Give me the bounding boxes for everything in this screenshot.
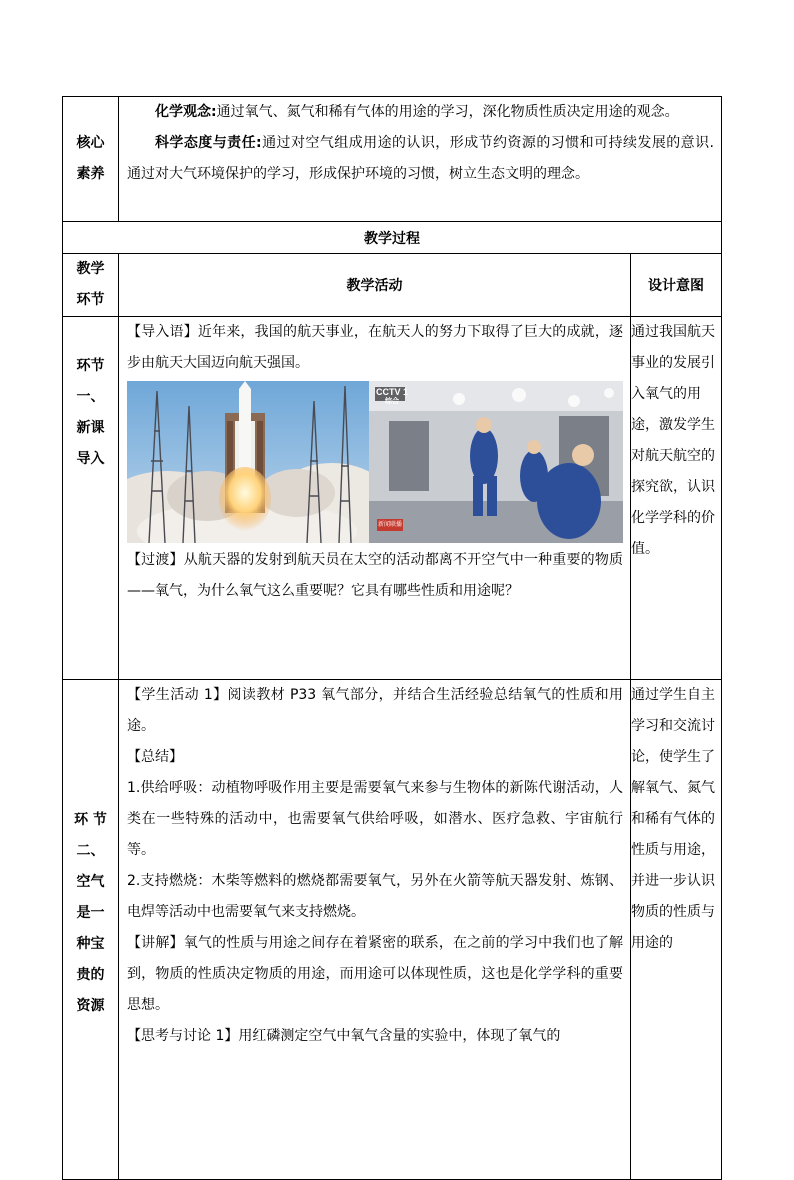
- process-header: 教学过程: [63, 222, 722, 254]
- core-p2-title: 科学态度与责任: [155, 135, 257, 151]
- activity1-text: 阅读教材 P33 氧气部分，并结合生活经验总结氧气的性质和用途。: [127, 687, 623, 734]
- process-header-row: [63, 222, 722, 254]
- section2-label: [63, 680, 119, 1180]
- transition-paragraph: [119, 545, 630, 607]
- col-header-stage-line1: 教学: [76, 261, 105, 277]
- core-literacy-content: [119, 97, 722, 222]
- section1-label-line: 环节: [76, 358, 105, 374]
- col-header-stage: [63, 254, 119, 317]
- point1-text: 动植物呼吸作用主要是需要氧气来参与生物体的新陈代谢活动，人类在一些特殊的活动中，也需要氧气供给呼吸，如潜水、医疗急救、宇宙航行等。: [127, 780, 623, 858]
- transition-text: 从航天器的发射到航天员在太空的活动都离不开空气中一种重要的物质——氧气，为什么氧气这么重要呢？它具有哪些性质和用途呢？: [127, 552, 623, 599]
- core-literacy-label: [63, 97, 119, 222]
- point2-paragraph: [119, 866, 630, 928]
- section2-label-line: 空气: [76, 874, 105, 890]
- core-p2-sep: :: [256, 135, 262, 151]
- section2-label-line: 二、: [76, 843, 105, 859]
- section1-row: [63, 317, 722, 680]
- intro-tag: 【导入语】: [127, 324, 198, 340]
- core-p1-text: 通过氧气、氮气和稀有气体的用途的学习，深化物质性质决定用途的观念。: [216, 104, 679, 120]
- cctv-logo-sub: 综合: [385, 398, 399, 405]
- cctv-logo-text: CCTV 1: [376, 387, 409, 397]
- point1-paragraph: [119, 773, 630, 866]
- core-p1-title: 化学观念: [155, 104, 211, 120]
- section2-row: [63, 680, 722, 1180]
- discuss-paragraph: [119, 1021, 630, 1052]
- section2-label-line: 资源: [76, 998, 105, 1014]
- summary-heading: 【总结】: [127, 749, 183, 765]
- core-paragraph-2: [119, 128, 721, 190]
- section2-label-line: 环 节: [74, 812, 107, 828]
- discuss-tag: 【思考与讨论 1】: [127, 1028, 239, 1044]
- explain-paragraph: [119, 928, 630, 1021]
- explain-text: 氧气的性质与用途之间存在着紧密的联系，在之前的学习中我们也了解到，物质的性质决定物质的用途，而用途可以体现性质，这也是化学学科的重要思想。: [127, 935, 623, 1013]
- discuss-text: 用红磷测定空气中氧气含量的实验中，体现了氧气的: [238, 1028, 561, 1044]
- core-p1-sep: :: [211, 104, 217, 120]
- section2-label-line: 贵的: [76, 967, 105, 983]
- col-header-activity: 教学活动: [119, 254, 631, 317]
- col-header-design: 设计意图: [630, 254, 721, 317]
- transition-tag: 【过渡】: [127, 552, 184, 568]
- section1-label-line: 新课: [76, 420, 105, 436]
- section1-label-line: 一、: [76, 389, 105, 405]
- lesson-plan-table: [62, 96, 722, 1180]
- rocket-launch-image: [127, 381, 369, 543]
- section2-label-line: 种宝: [76, 936, 105, 952]
- core-label-line2: 素养: [76, 166, 105, 182]
- section1-label: [63, 317, 119, 680]
- section2-design: 通过学生自主学习和交流讨论，使学生了解氧气、氮气和稀有气体的性质与用途，并进一步认识物质的性质与用途的: [630, 680, 721, 1180]
- core-p2-text: 通过对空气组成用途的认识，形成节约资源的习惯和可持续发展的意识. 通过对大气环境保护的学习，形成保护环境的习惯，树立生态文明的理念。: [127, 135, 715, 182]
- point1-title: 1.供给呼吸：: [127, 780, 212, 796]
- section1-design: 通过我国航天事业的发展引入氧气的用途，激发学生对航天航空的探究欲，认识化学学科的价值。: [630, 317, 721, 680]
- core-literacy-row: [63, 97, 722, 222]
- point2-title: 2.支持燃烧：: [127, 873, 212, 889]
- news-badge: 新闻联播: [377, 521, 402, 528]
- section1-activity: [119, 317, 631, 680]
- space-station-image: [369, 381, 623, 543]
- activity1-tag: 【学生活动 1】: [127, 687, 228, 703]
- core-label-line1: 核心: [76, 135, 105, 151]
- intro-paragraph: [119, 317, 630, 379]
- intro-text: 近年来，我国的航天事业，在航天人的努力下取得了巨大的成就，逐步由航天大国迈向航天强国。: [127, 324, 623, 371]
- explain-tag: 【讲解】: [127, 935, 184, 951]
- column-header-row: [63, 254, 722, 317]
- section2-label-line: 是一: [76, 905, 105, 921]
- activity1-paragraph: [119, 680, 630, 742]
- col-header-stage-line2: 环节: [76, 292, 105, 308]
- core-paragraph-1: [119, 97, 721, 128]
- section2-activity: [119, 680, 631, 1180]
- cctv-logo: [376, 387, 408, 407]
- point2-text: 木柴等燃料的燃烧都需要氧气，另外在火箭等航天器发射、炼钢、电焊等活动中也需要氧气来支持燃烧。: [127, 873, 623, 920]
- image-row: [127, 381, 623, 543]
- section1-label-line: 导入: [76, 451, 105, 467]
